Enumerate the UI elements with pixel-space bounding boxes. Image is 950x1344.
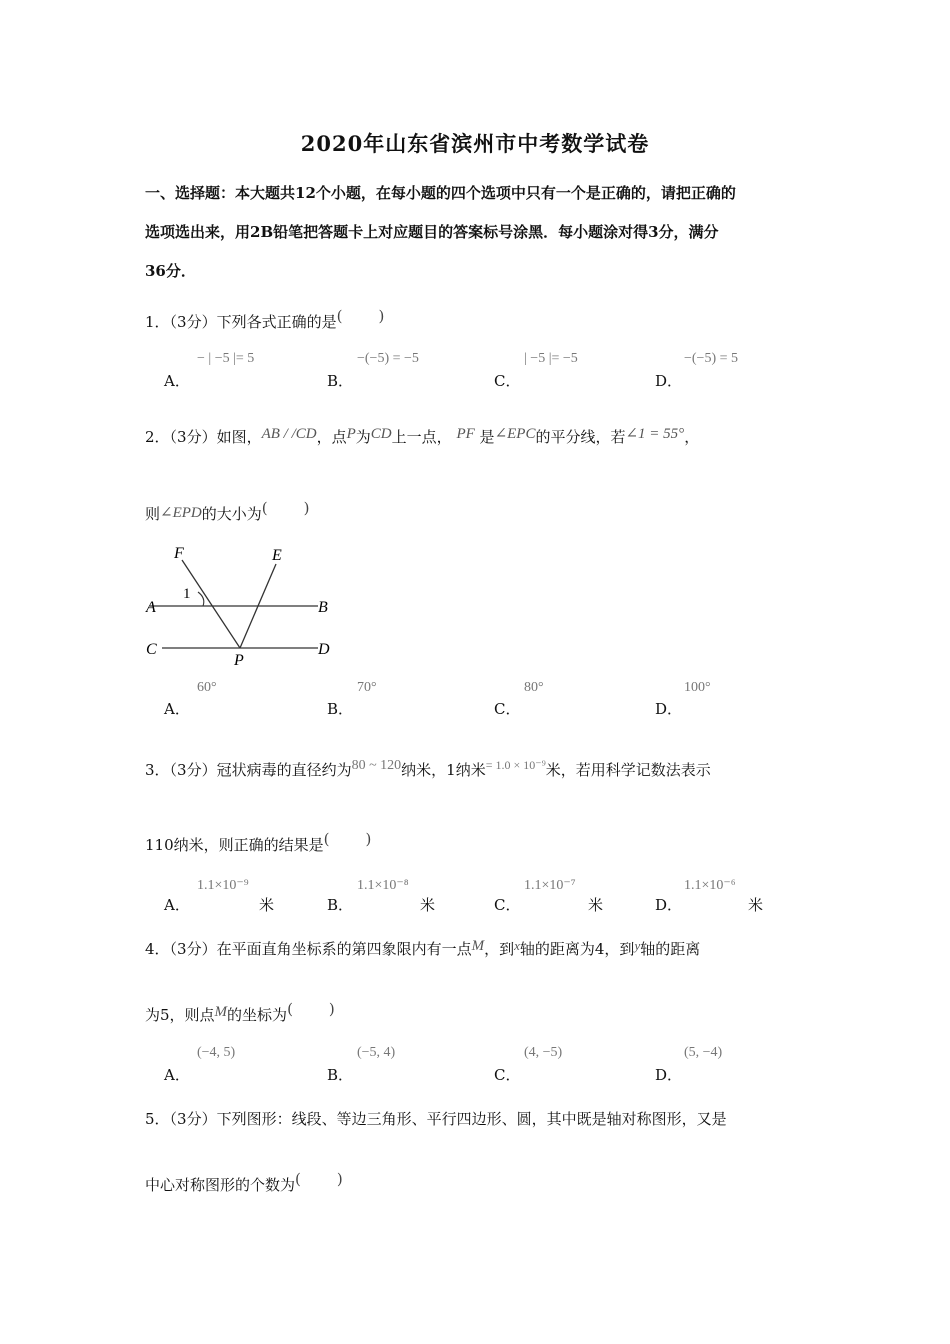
q2-option-c-math: 80° (524, 680, 544, 695)
q3-math-nanometer: = 1.0 × 10⁻⁹ (485, 758, 546, 772)
q4-option-a-math: (−4, 5) (197, 1045, 236, 1060)
q2-line2-a: 则 (145, 505, 161, 523)
q2-option-c-letter: C． (494, 700, 521, 718)
q3-option-b-math: 1.1×10⁻⁸ (357, 878, 409, 893)
q3-option-d-unit: 米 (748, 896, 764, 914)
q1-option-d-letter: D． (655, 372, 683, 390)
section-instructions-line2: 选项选出来，用2B铅笔把答题卡上对应题目的答案标号涂黑．每小题涂对得3分，满分 (145, 223, 719, 241)
answer-paren-close: ) (303, 499, 310, 517)
q4-text-1: 4．（3分）在平面直角坐标系的第四象限内有一点 (145, 940, 472, 958)
q4-math-x: x (514, 938, 520, 953)
q4-option-a-letter: A． (164, 1066, 190, 1084)
q2-math-angle-epd: ∠EPD (160, 505, 202, 521)
ray-pf (182, 560, 240, 648)
label-d: D (318, 641, 330, 658)
answer-paren-close: ) (365, 830, 372, 848)
question-5-stem-line1: 5．（3分）下列图形：线段、等边三角形、平行四边形、圆，其中既是轴对称图形，又是 (145, 1110, 727, 1128)
q3-text-1: 3．（3分）冠状病毒的直径约为 (145, 761, 352, 779)
q2-text-2: ，点 (316, 428, 347, 446)
q4-text-3: 轴的距离为4，到 (519, 940, 635, 958)
q3-math-range: 80 ~ 120 (351, 758, 402, 773)
q3-option-a-unit: 米 (259, 896, 275, 914)
q4-option-d-math: (5, −4) (684, 1045, 723, 1060)
answer-paren-open: ( (261, 499, 268, 517)
question-2-stem-line1 (145, 426, 699, 447)
question-3-stem-line2 (145, 830, 372, 855)
q2-option-a-math: 60° (197, 680, 217, 695)
question-2-stem-line2 (145, 499, 310, 524)
q4-math-m: M (471, 938, 485, 954)
q4-option-d-letter: D． (655, 1066, 683, 1084)
question-3-stem-line1 (145, 759, 711, 780)
q2-text-3: 为 (355, 428, 371, 446)
q2-option-a-letter: A． (164, 700, 190, 718)
q4-option-c-math: (4, −5) (524, 1045, 563, 1060)
section-instructions-line1: 一、选择题：本大题共12个小题，在每小题的四个选项中只有一个是正确的，请把正确的 (145, 184, 736, 202)
q4-text-2: ，到 (484, 940, 515, 958)
label-p: P (234, 652, 244, 669)
q3-option-a-math: 1.1×10⁻⁹ (197, 878, 249, 893)
q2-math-pf: PF (456, 426, 475, 442)
q4-option-b-math: (−5, 4) (357, 1045, 396, 1060)
q1-option-a-math: − | −5 |= 5 (197, 351, 255, 366)
answer-paren-open: ( (323, 830, 330, 848)
answer-paren-close: ) (378, 307, 385, 325)
q2-text-7: ， (684, 428, 700, 446)
q2-text-6: 的平分线，若 (535, 428, 626, 446)
q4-line2-b: 的坐标为 (227, 1006, 288, 1024)
q4-math-y: y (634, 938, 641, 953)
q1-option-c-letter: C． (494, 372, 521, 390)
q4-math-m-2: M (214, 1004, 228, 1020)
q2-math-ab-cd: AB / /CD (261, 426, 317, 442)
q3-text-3: 米，若用科学记数法表示 (545, 761, 711, 779)
q3-text-2: 纳米，1纳米 (401, 761, 486, 779)
q3-option-b-unit: 米 (420, 896, 436, 914)
answer-paren-close: ) (328, 1000, 335, 1018)
label-c: C (146, 641, 157, 658)
q3-option-c-unit: 米 (588, 896, 604, 914)
q4-text-4: 轴的距离 (640, 940, 701, 958)
question-1-stem (145, 307, 385, 332)
question-4-stem-line2 (145, 1000, 335, 1025)
q1-option-d-math: −(−5) = 5 (684, 351, 739, 366)
q2-math-angle-1: ∠1 = 55° (625, 426, 685, 442)
q3-option-d-math: 1.1×10⁻⁶ (684, 878, 736, 893)
q2-option-d-math: 100° (684, 680, 711, 695)
q1-option-b-math: −(−5) = −5 (357, 351, 419, 366)
q2-text-5: 是 (479, 428, 495, 446)
q2-option-d-letter: D． (655, 700, 683, 718)
answer-paren-open: ( (287, 1000, 293, 1018)
q3-option-a-letter: A． (164, 896, 190, 914)
label-a: A (146, 599, 156, 616)
page-title: 2020年山东省滨州市中考数学试卷 (300, 131, 650, 156)
q3-option-c-math: 1.1×10⁻⁷ (524, 878, 576, 893)
q1-option-c-math: | −5 |= −5 (524, 351, 578, 366)
q3-option-c-letter: C． (494, 896, 521, 914)
angle-1-arc (198, 592, 204, 606)
q2-line2-b: 的大小为 (201, 505, 262, 523)
section-instructions-line3: 36分． (145, 262, 196, 280)
q3-option-b-letter: B． (327, 896, 354, 914)
q2-geometry-figure (140, 540, 350, 670)
q1-option-b-letter: B． (327, 372, 354, 390)
label-e: E (272, 547, 282, 564)
label-angle-1: 1 (183, 586, 191, 602)
question-1-text: 1．（3分）下列各式正确的是 (145, 313, 337, 331)
q2-text-4: 上一点， (391, 428, 452, 446)
q2-math-p: P (346, 426, 356, 442)
q2-option-b-math: 70° (357, 680, 377, 695)
answer-paren-close: ) (336, 1170, 343, 1188)
q1-option-a-letter: A． (164, 372, 190, 390)
question-4-stem-line1 (145, 938, 700, 959)
q4-line2-a: 为5，则点 (145, 1006, 215, 1024)
q4-option-b-letter: B． (327, 1066, 354, 1084)
answer-paren-open: ( (295, 1170, 301, 1188)
q2-math-angle-epc: ∠EPC (494, 426, 536, 442)
q3-line2: 110纳米，则正确的结果是 (145, 836, 324, 854)
q2-option-b-letter: B． (327, 700, 354, 718)
question-5-stem-line2 (145, 1170, 343, 1195)
q2-math-cd: CD (370, 426, 392, 442)
label-f: F (174, 545, 184, 562)
q4-option-c-letter: C． (494, 1066, 521, 1084)
label-b: B (318, 599, 328, 616)
q2-text-1: 2．（3分）如图， (145, 428, 262, 446)
q3-option-d-letter: D． (655, 896, 683, 914)
q5-line2: 中心对称图形的个数为 (145, 1176, 296, 1194)
answer-paren-open: ( (336, 307, 343, 325)
